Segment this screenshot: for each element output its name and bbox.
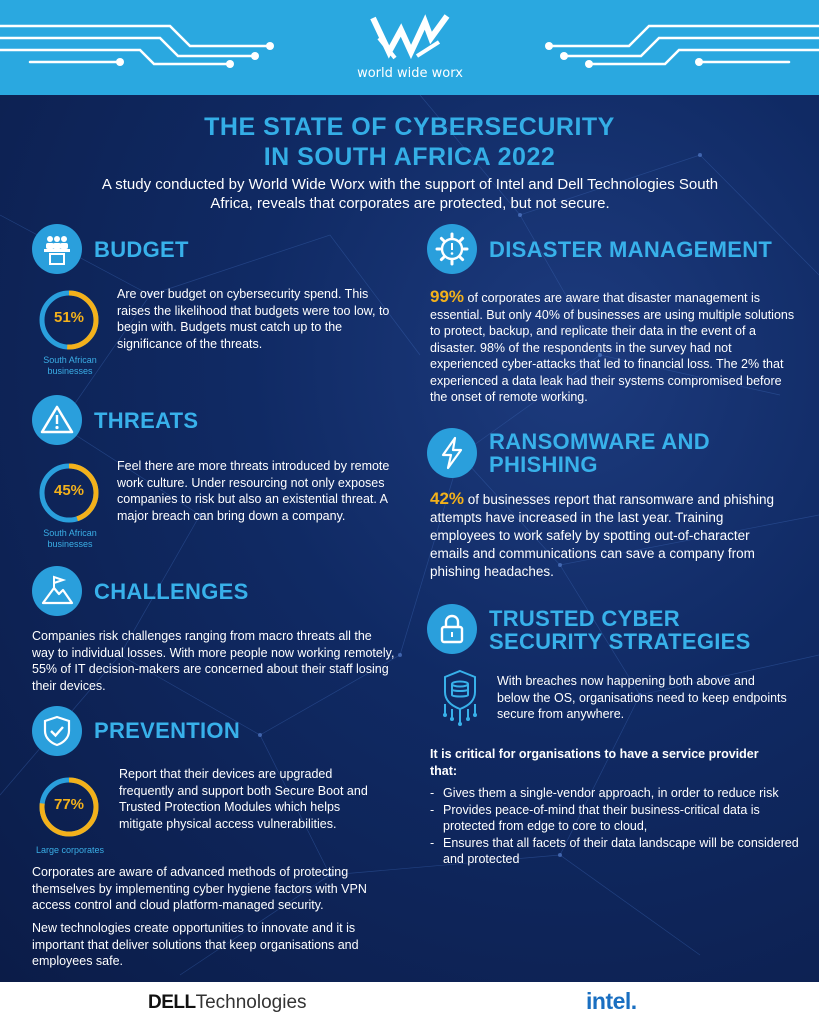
disaster-body: of corporates are aware that disaster management is essential. But only 40% of businesses are using multiple solutions to protect, backup, and replicate their data in the event of a disaster. 98% of the respondents in the survey had not experienced cyber-attacks that led to financial loss. The 2% that experienced a data leak had their systems compromised before the onset of remote working.	[430, 291, 795, 404]
trusted-title-line2: SECURITY STRATEGIES	[489, 629, 751, 654]
dell-wordmark: DELL	[148, 992, 196, 1013]
ransomware-text	[430, 490, 790, 581]
page-title-line1: THE STATE OF CYBERSECURITY	[204, 113, 615, 141]
trusted-text: With breaches now happening both above and below the OS, organisations need to keep endpoints secure from anywhere.	[497, 674, 787, 721]
disaster-management-title: DISASTER MANAGEMENT	[489, 237, 773, 262]
warning-icon	[32, 395, 82, 445]
threats-title: THREATS	[94, 408, 199, 433]
footer-logos	[0, 982, 819, 1024]
prevention-stat-value: 77%	[53, 796, 85, 813]
lightning-icon	[427, 428, 477, 478]
threats-stat-value: 45%	[53, 482, 85, 499]
threats-text: Feel there are more threats introduced by remote work culture. Under resourcing not only exposes companies to risk but also an existential threat. A major breach can bring down a company.	[117, 459, 390, 523]
trusted-bullet-list	[430, 785, 800, 868]
page-title-line2: IN SOUTH AFRICA 2022	[263, 143, 556, 171]
intel-logo: intel.	[586, 988, 637, 1014]
budget-text: Are over budget on cybersecurity spend. This raises the likelihood that budgets were too low, to begin with. Budgets must catch up to the significance of the threats.	[117, 287, 390, 351]
prevention-stat-caption: Large corporates	[35, 845, 105, 855]
technologies-wordmark: Technologies	[195, 992, 307, 1013]
circuit-lines-right	[529, 16, 819, 76]
world-wide-worx-logo	[340, 8, 480, 88]
challenges-title: CHALLENGES	[94, 579, 249, 604]
ransomware-highlight-stat: 42%	[430, 489, 465, 508]
gear-warning-icon	[427, 224, 477, 274]
audience-icon	[32, 224, 82, 274]
logo-text: world wide worx	[357, 66, 463, 81]
trusted-lead: It is critical for organisations to have a service provider that:	[430, 747, 759, 778]
budget-title: BUDGET	[94, 237, 189, 262]
budget-stat-value: 51%	[53, 309, 85, 326]
list-item: - Gives them a single-vendor approach, in order to reduce risk	[430, 785, 800, 802]
page-subtitle: A study conducted by World Wide Worx with the support of Intel and Dell Technologies South Africa, reveals that corporates are protected, but not secure.	[101, 176, 719, 212]
database-chip-icon	[437, 668, 483, 728]
shield-check-icon	[32, 706, 82, 756]
list-item: - Provides peace-of-mind that their business-critical data is protected from edge to core to cloud,	[430, 802, 800, 835]
trusted-title-line1: TRUSTED CYBER	[489, 606, 680, 631]
challenges-text: Companies risk challenges ranging from macro threats all the way to individual losses. With more people now working remotely, 55% of IT decision-makers are concerned about their staff losing their devices.	[32, 629, 395, 693]
prevention-title: PREVENTION	[94, 718, 241, 743]
budget-stat-caption: South African businesses	[43, 355, 97, 376]
dell-technologies-logo	[148, 992, 307, 1014]
prevention-text-3: New technologies create opportunities to innovate and it is important that deliver solutions that keep organisations and employees safe.	[32, 921, 359, 968]
mountain-flag-icon	[32, 566, 82, 616]
threats-stat-caption: South African businesses	[43, 528, 97, 549]
list-item: - Ensures that all facets of their data landscape will be considered and protected	[430, 835, 800, 868]
circuit-lines-left	[0, 16, 290, 76]
ransomware-title-line1: RANSOMWARE AND	[489, 429, 710, 454]
header-banner	[0, 0, 819, 95]
prevention-text-2: Corporates are aware of advanced methods of protecting themselves by implementing cyber hygiene factors with VPN access control and cloud platform-managed security.	[32, 865, 367, 912]
prevention-text: Report that their devices are upgraded frequently and support both Secure Boot and Trusted Protection Modules which helps mitigate physical access vulnerabilities.	[119, 767, 368, 831]
padlock-icon	[427, 604, 477, 654]
disaster-highlight-stat: 99%	[430, 287, 465, 306]
ransomware-title-line2: PHISHING	[489, 452, 598, 477]
disaster-management-text	[430, 289, 795, 406]
ransomware-body: of businesses report that ransomware and phishing attempts have increased in the last year. Training employees to work safely by spotting out-of-character emails and communications can save a company from phishing headaches.	[430, 492, 774, 579]
